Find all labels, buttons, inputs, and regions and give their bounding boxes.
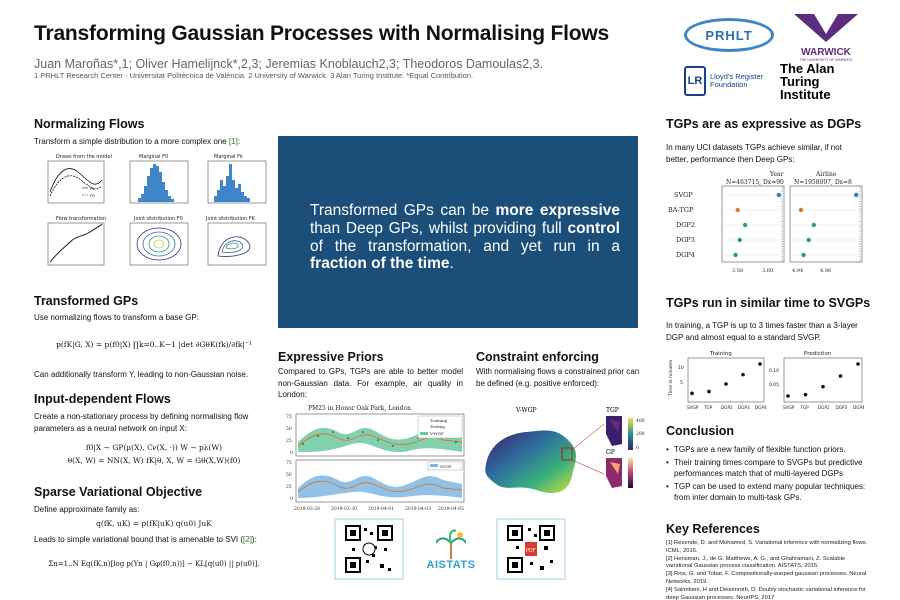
joint-f0-contours [137, 228, 181, 260]
time-xlabel-dgp4: DGP4 [755, 405, 767, 410]
time-xlabel-dgp2: DGP2 [721, 405, 733, 410]
ytick-bot-2: 25 [286, 485, 292, 490]
time-xlabel-svgp: SVGP [687, 405, 699, 410]
year-point-ba-tgp [736, 208, 740, 212]
airline-title: Airline [816, 171, 837, 178]
turing-logo: The Alan Turing Institute [780, 61, 835, 102]
reference-item: [3] Rios, G. and Tobar, F. Compositionally-warped gaussian processes. Neural Networks, 2019. [666, 571, 867, 586]
prhlt-text: PRHLT [705, 27, 753, 43]
year-point-svgp [777, 193, 781, 197]
qr-code-icon [506, 524, 556, 574]
nf-panel-title-5: Joint distribution FK [206, 216, 255, 222]
transformed-gps-after: Can additionally transform Y, leading to non-Gaussian noise. [34, 370, 249, 379]
model-label-4: DGP4 [676, 251, 695, 259]
nf-panel-title-1: Marginal F0 [139, 154, 169, 160]
palm-tree-icon [436, 529, 466, 559]
conclusion-list [666, 444, 870, 505]
model-label-1: BA-TGP [668, 206, 694, 214]
nf-panel-title-0: Draws from the model [56, 154, 112, 160]
year-title: Year [770, 171, 784, 178]
ytick-top-3: 0 [290, 451, 293, 456]
hl-p1: Transformed GPs can be [310, 202, 496, 219]
pdf-label: PDF [526, 548, 536, 554]
sparse-vi-text: Define approximate family as: [34, 505, 140, 514]
hl-p3: of the transformation, and yet run in a [310, 237, 620, 255]
airline-xtick-0: 4.94 [792, 268, 804, 274]
uci-points-group [724, 193, 860, 257]
time-ylabel: Time in minutes [669, 359, 674, 396]
prediction-point-dgp4 [856, 362, 860, 366]
year-sub: N=463715, Dx=90 [726, 179, 784, 186]
conclusion-heading: Conclusion [666, 424, 735, 438]
references-heading: Key References [666, 522, 760, 536]
references-list [666, 540, 870, 600]
transformed-gps-equation: p(fK|G, X) = p(f0|X) ∏k=0..K−1 |det ∂GθK(fk)/∂fk|⁻¹ [56, 340, 252, 349]
reference-item: [2] Hensman, J., de G. Matthews, A. G., and Ghahramani, Z. Scalable variational Gaussian process classification. AISTATS, 2015. [666, 555, 846, 570]
pred-ytick-1: 0.05 [769, 383, 780, 388]
training-point-dgp3 [741, 373, 745, 377]
time-xlabel-dgp2: DGP2 [818, 405, 830, 410]
time-points-group [690, 362, 860, 398]
year-xtick-1: 3.60 [762, 268, 774, 274]
cbar-label-0: 400 [636, 419, 645, 424]
airline-point-dgp4 [801, 253, 805, 257]
sparse-vi-eq2: Σn=1..N Eq(fK,n)[log p(Yn | Gφ(f0,n))] − KL[q(u0) || p(u0)]. [48, 560, 260, 568]
train-ytick-1: 5 [680, 381, 683, 386]
cbar-label-2: 0 [636, 446, 639, 451]
colorbar-bottom [628, 458, 633, 488]
constraint-text: With normalising flows a constrained prior can be defined (e.g. positive enforced): [476, 367, 640, 388]
conclusion-item: • Their training times compare to SVGPs but predictive performances match that of multi-layered DGPs [666, 457, 870, 480]
label-gp: GP [606, 449, 615, 456]
time-xlabel-tgp: TGP [800, 405, 809, 410]
nf-legend-f0: F0 [90, 193, 95, 198]
time-xlabel-svgp: SVGP [783, 405, 795, 410]
time-xlabel-dgp4: DGP4 [853, 405, 865, 410]
training-point-dgp2 [724, 382, 728, 386]
tgp-zoom [606, 416, 622, 446]
date-2: 2019-04-01 [368, 507, 394, 512]
sparse-vi-text2: Leads to simple variational bound that is amenable to SVI ([2]): [34, 535, 257, 544]
year-point-dgp4 [733, 253, 737, 257]
time-text: In training, a TGP is up to 3 times faster than a 3-layer DGP and almost equal to a standard SVGP. [666, 321, 858, 342]
airline-point-dgp2 [812, 223, 816, 227]
hl-p2: than Deep GPs, whilst providing full [310, 219, 568, 237]
legend-svgp: SVGP [440, 464, 452, 469]
time-xlabel-tgp: TGP [704, 405, 713, 410]
model-label-3: DGP3 [676, 236, 695, 244]
lloyds-text: Lloyd's Register Foundation [710, 71, 764, 89]
nf-panel-title-3: Flow transformation [56, 216, 107, 222]
nf-legend-fk: Fk [90, 186, 95, 191]
reference-item: [1] Rezende, D. and Mohamed, S. Variational inference with normalizing flows. ICML, 2015. [666, 540, 868, 554]
reference-item: [4] Salimbeni, H and Deisenroth, D. Doubly stochastic variational inference for deep Gaussian processes. NeurIPS, 2017 [666, 586, 866, 600]
highlight-panel [278, 136, 638, 328]
prediction-title: Prediction [804, 351, 832, 357]
expressive-priors-text: Compared to GPs, TGPs are able to better model non-Gaussian data. For example, air quality in London: [278, 367, 463, 400]
marginal-fk-hist [214, 164, 250, 202]
normalizing-flows-text: Transform a simple distribution to a more complex one [1]: [34, 137, 241, 146]
date-3: 2019-04-03 [405, 507, 431, 512]
input-dependent-text: Create a non-stationary process by defining normalising flow parameters as a neural network on input X: [34, 412, 249, 433]
expressive-priors-heading: Expressive Priors [278, 350, 384, 364]
time-xlabel-dgp3: DGP3 [738, 405, 750, 410]
nf-panel-title-2: Marginal Fk [214, 154, 243, 160]
github-qr[interactable] [334, 518, 404, 580]
input-dependent-heading: Input-dependent Flows [34, 392, 171, 406]
colorbar-top [628, 418, 633, 450]
hl-p4: . [449, 255, 454, 273]
legend-testing: Testing [430, 424, 445, 429]
nf-panel-title-4: Joint distribution F0 [134, 216, 183, 222]
input-dependent-eq2: θ(X, W) = NN(X, W) fK|θ, X, W = Gθ(X,W)(f0) [67, 456, 241, 465]
transformed-gps-text: Use normalizing flows to transform a base GP: [34, 313, 199, 322]
training-point-dgp4 [758, 362, 762, 366]
year-point-dgp2 [743, 223, 747, 227]
label-vwgp: V-WGP [516, 407, 537, 414]
sparse-vi-eq1: q(fK, uK) = p(fK|uK) q(u0) JuK [96, 519, 212, 528]
model-label-2: DGP2 [676, 221, 695, 229]
cbar-label-1: 200 [636, 432, 645, 437]
nf-text-body: Transform a simple distribution to a more complex one [34, 137, 227, 146]
svi-text-body: Leads to simple variational bound that is amenable to SVI [34, 535, 239, 544]
poster-title: Transforming Gaussian Processes with Normalising Flows [34, 22, 610, 45]
cite-1[interactable]: [1] [228, 137, 238, 146]
constraint-heading: Constraint enforcing [476, 350, 599, 364]
warwick-subtext: THE UNIVERSITY OF WARWICK [799, 58, 853, 62]
warwick-mark-icon [790, 12, 862, 42]
aistats-text: AISTATS [426, 559, 476, 571]
conclusion-item: • TGP can be used to extend many popular techniques: from inter domain to multi-task GPs. [666, 481, 870, 504]
aistats-logo [412, 520, 490, 580]
airline-point-svgp [854, 193, 858, 197]
ytick-bot-0: 75 [286, 461, 292, 466]
prediction-point-svgp [786, 394, 790, 398]
cite-2[interactable]: [2] [243, 535, 252, 544]
lloyds-logo [684, 64, 774, 98]
authors: Juan Maroñas*,1; Oliver Hamelijnck*,2,3; Jeremias Knoblauch2,3; Theodoros Damoulas2,3. [34, 57, 544, 71]
year-xtick-0: 3.58 [732, 268, 744, 274]
legend-training: Training [430, 418, 448, 423]
pred-ytick-0: 0.10 [769, 369, 780, 374]
normalizing-flows-heading: Normalizing Flows [34, 117, 145, 131]
hl-b2: control [567, 219, 620, 237]
lloyds-mark-icon: LR [684, 66, 706, 96]
training-point-svgp [690, 392, 694, 396]
hl-b1: more expressive [495, 202, 621, 219]
airline-point-ba-tgp [799, 208, 803, 212]
airline-point-dgp3 [806, 238, 810, 242]
expressive-dgps-text: In many UCI datasets TGPs achieve similar, if not better, performance then Deep GPs: [666, 143, 842, 164]
highlight-text [310, 202, 620, 273]
air-quality-title: PM25 in Honor Oak Park, London [308, 405, 411, 412]
normalizing-flows-figure [34, 150, 274, 280]
time-heading: TGPs run in similar time to SVGPs [666, 296, 871, 310]
pdf-qr[interactable] [496, 518, 566, 580]
ytick-bot-3: 0 [290, 497, 293, 502]
timing-chart [666, 346, 866, 412]
marginal-f0-hist [138, 164, 174, 202]
airline-sub: N=1958097, Dx=8 [794, 179, 852, 186]
model-label-0: SVGP [674, 191, 693, 199]
uci-results-chart [666, 168, 866, 280]
ytick-top-2: 25 [286, 439, 292, 444]
ytick-bot-1: 50 [286, 473, 292, 478]
time-xlabels [687, 405, 865, 410]
prediction-point-tgp [804, 393, 808, 397]
transformed-gps-heading: Transformed GPs [34, 294, 139, 308]
warwick-text: WARWICK [801, 47, 851, 58]
air-quality-chart [278, 402, 468, 514]
time-xlabel-dgp3: DGP3 [835, 405, 848, 410]
prhlt-logo [684, 18, 774, 52]
training-title: Training [710, 351, 732, 357]
expressive-dgps-heading: TGPs are as expressive as DGPs [666, 117, 862, 131]
year-point-dgp3 [738, 238, 742, 242]
date-0: 2019-03-28 [294, 507, 320, 512]
legend-vwgp: V-WGP [430, 431, 444, 436]
warwick-logo [790, 12, 862, 64]
airline-xtick-1: 4.96 [820, 268, 832, 274]
prediction-point-dgp2 [821, 385, 825, 389]
date-1: 2019-03-30 [331, 507, 357, 512]
sparse-vi-heading: Sparse Variational Objective [34, 485, 203, 499]
train-ytick-0: 10 [678, 366, 684, 371]
gp-zoom [606, 458, 622, 488]
date-4: 2019-04-05 [438, 507, 464, 512]
training-point-tgp [707, 390, 711, 394]
label-tgp: TGP [606, 407, 619, 414]
input-dependent-eq1: f0|X ∼ GP(μ(X), C𝜈(X, ·)) W ∼ pλ(W) [85, 443, 223, 452]
affiliations: 1 PRHLT Research Center - Universitat Politècnica de València. 2 University of Warwick. 3 Alan Turing Institute. *Equal Contribution. [34, 71, 474, 80]
ytick-top-1: 50 [286, 427, 292, 432]
hl-b3: fraction of the time [310, 255, 450, 273]
ytick-top-0: 75 [286, 415, 292, 420]
vwgp-map [485, 430, 576, 493]
joint-fk-contours [218, 237, 250, 257]
qr-code-icon [344, 524, 394, 574]
conclusion-item: • TGPs are a new family of flexible function priors. [666, 444, 870, 456]
switzerland-map-figure [476, 404, 656, 514]
prediction-point-dgp3 [839, 374, 843, 378]
